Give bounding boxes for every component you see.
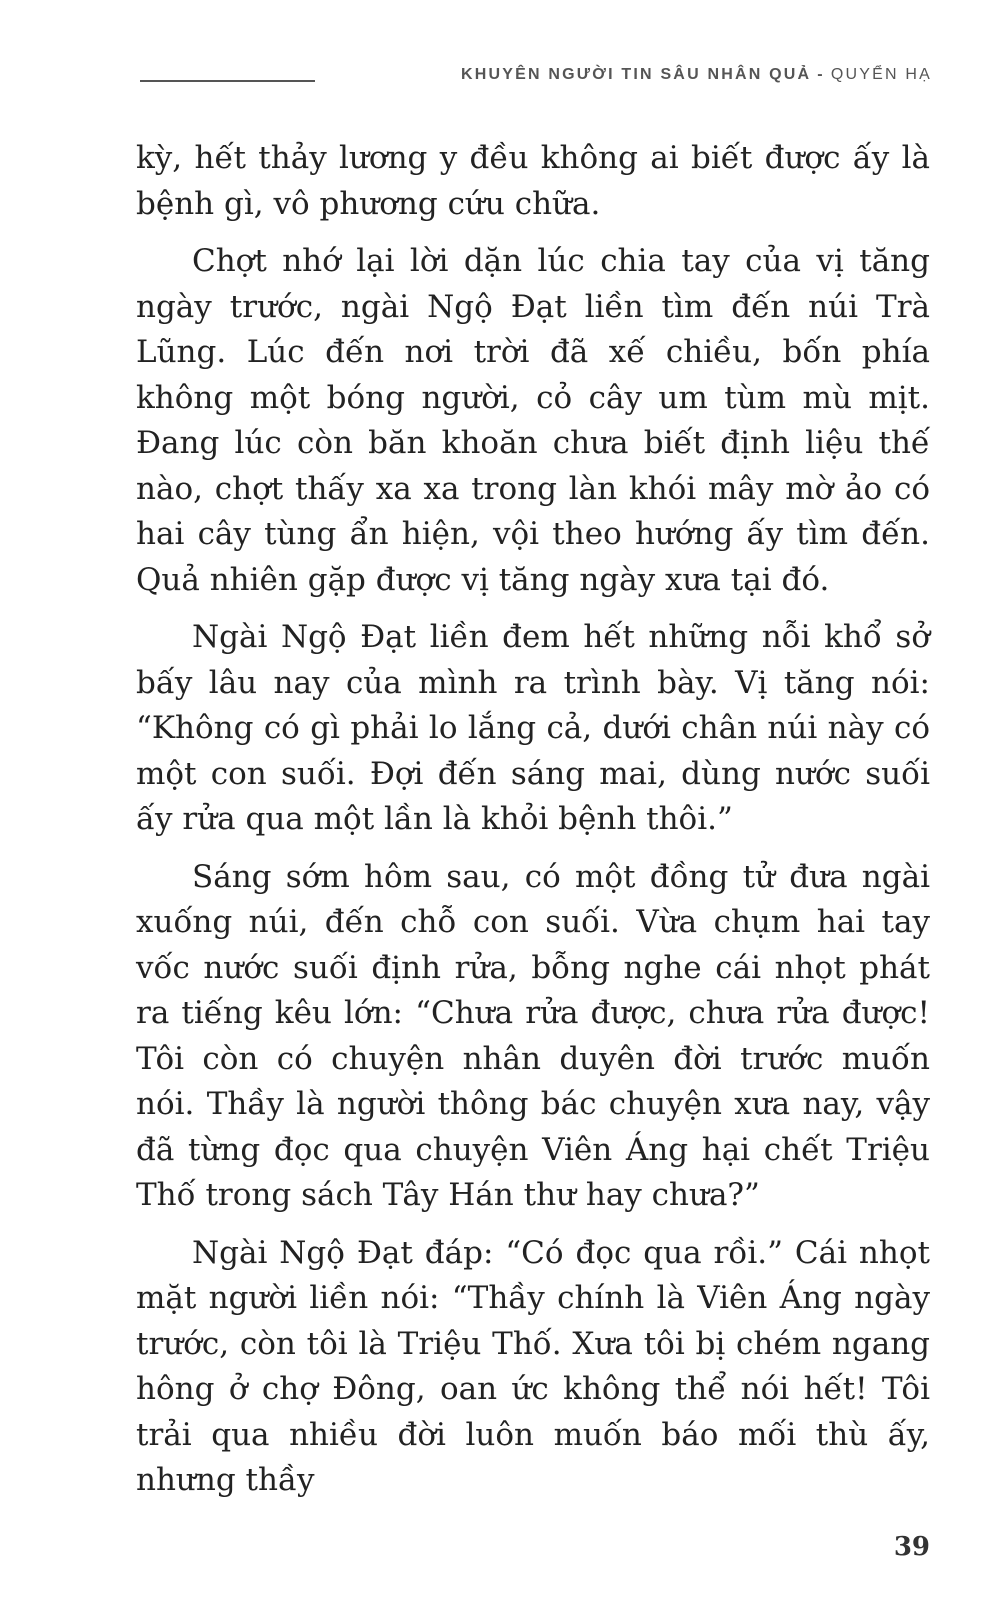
page-number: 39 [893, 1532, 930, 1562]
body-text [136, 136, 930, 1516]
paragraph: Chợt nhớ lại lời dặn lúc chia tay của vị tăng ngày trước, ngài Ngộ Đạt liền tìm đến núi Trà Lũng. Lúc đến nơi trời đã xế chiều, bốn phía không một bóng người, cỏ cây um tùm mù mịt. Đang lúc còn băn khoăn chưa biết định liệu thế nào, chợt thấy xa xa trong làn khói mây mờ ảo có hai cây tùng ẩn hiện, vội theo hướng ấy tìm đến. Quả nhiên gặp được vị tăng ngày xưa tại đó. [136, 243, 930, 598]
header-rule [140, 80, 315, 82]
header-separator: - [817, 66, 825, 83]
book-title: KHUYÊN NGƯỜI TIN SÂU NHÂN QUẢ [461, 66, 812, 83]
volume-label: QUYỂN HẠ [830, 66, 932, 83]
paragraph: Ngài Ngộ Đạt liền đem hết những nỗi khổ sở bấy lâu nay của mình ra trình bày. Vị tăng nói: “Không có gì phải lo lắng cả, dưới chân núi này có một con suối. Đợi đến sáng mai, dùng nước suối ấy rửa qua một lần là khỏi bệnh thôi.” [136, 619, 930, 837]
paragraph-continued: kỳ, hết thảy lương y đều không ai biết được ấy là bệnh gì, vô phương cứu chữa. [136, 140, 930, 222]
paragraph: Ngài Ngộ Đạt đáp: “Có đọc qua rồi.” Cái nhọt mặt người liền nói: “Thầy chính là Viên Áng ngày trước, còn tôi là Triệu Thố. Xưa tôi bị chém ngang hông ở chợ Đông, oan ức không thể nói hết! Tôi trải qua nhiều đời luôn muốn báo mối thù ấy, nhưng thầy [136, 1234, 930, 1498]
paragraph: Sáng sớm hôm sau, có một đồng tử đưa ngài xuống núi, đến chỗ con suối. Vừa chụm hai tay vốc nước suối định rửa, bỗng nghe cái nhọt phát ra tiếng kêu lớn: “Chưa rửa được, chưa rửa được! Tôi còn có chuyện nhân duyên đời trước muốn nói. Thầy là người thông bác chuyện xưa nay, vậy đã từng đọc qua chuyện Viên Áng hại chết Triệu Thố trong sách Tây Hán thư hay chưa?” [136, 858, 930, 1213]
header-text [461, 66, 932, 84]
running-header [0, 60, 1000, 90]
